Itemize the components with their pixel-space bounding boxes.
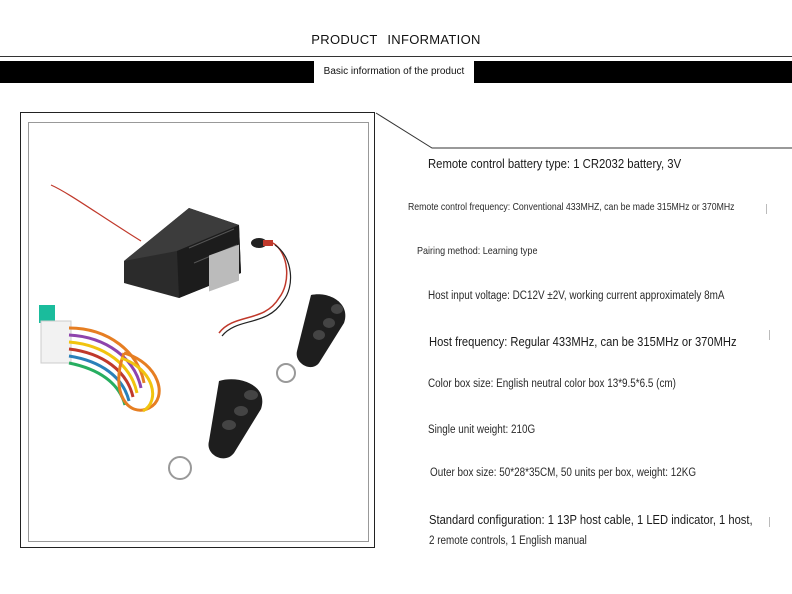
spec-unit-weight: Single unit weight: 210G (428, 424, 536, 436)
spec-config-line2: 2 remote controls, 1 English manual (429, 535, 587, 547)
page-title: PRODUCT INFORMATION (311, 32, 481, 47)
spec-remote-frequency: Remote control frequency: Conventional 433MHZ, can be made 315MHz or 370MHz (408, 201, 735, 213)
spec-config-line1: Standard configuration: 1 13P host cable, 1 LED indicator, 1 host, (429, 512, 753, 527)
spec-input-voltage: Host input voltage: DC12V ±2V, working current approximately 8mA (428, 290, 725, 302)
spec-color-box: Color box size: English neutral color box 13*9.5*6.5 (cm) (428, 378, 676, 390)
product-photo (28, 122, 369, 542)
spec-pairing: Pairing method: Learning type (417, 245, 538, 257)
remote-kit-icon (29, 123, 370, 543)
spec-battery: Remote control battery type: 1 CR2032 battery, 3V (428, 156, 682, 171)
spec-host-frequency: Host frequency: Regular 433MHz, can be 315MHz or 370MHz (429, 334, 737, 349)
edge-tick (766, 204, 767, 214)
spec-outer-box: Outer box size: 50*28*35CM, 50 units per box, weight: 12KG (430, 467, 697, 479)
edge-tick (769, 330, 770, 340)
edge-tick (769, 517, 770, 527)
section-subtitle: Basic information of the product (323, 66, 465, 77)
